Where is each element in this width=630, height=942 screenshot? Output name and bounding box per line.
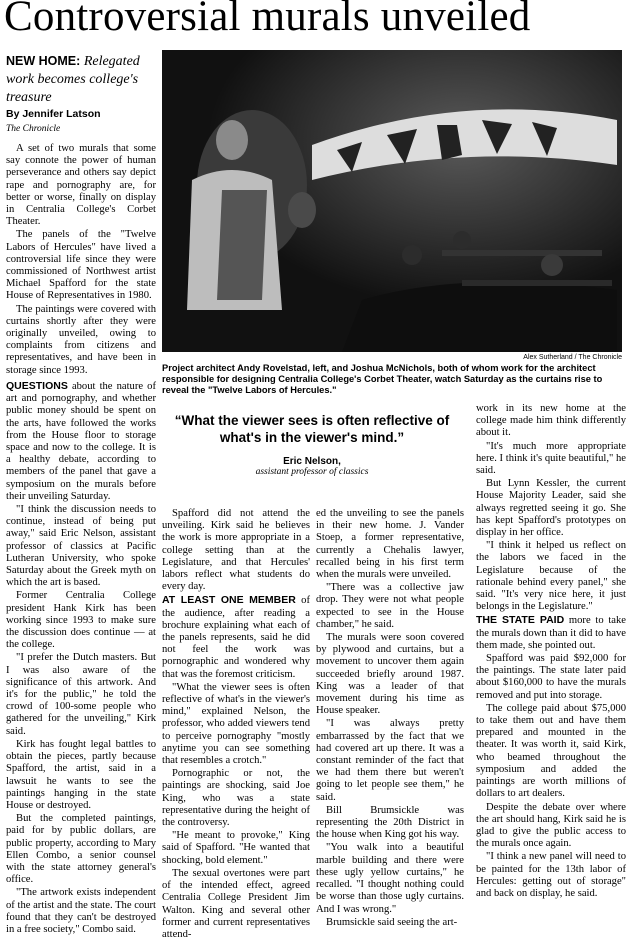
- kicker-label: NEW HOME:: [6, 54, 81, 68]
- paragraph: [6, 739, 156, 812]
- paragraph-text: work in its new home at the college made him think differently about it.: [476, 403, 626, 439]
- pull-quote: [162, 412, 462, 477]
- article-column-1b: [6, 380, 156, 937]
- paragraph-lead: AT LEAST ONE MEMBER: [162, 594, 296, 607]
- paragraph-text: Former Centralia College president Hank Kirk has been working since 1993 to make sure the discussion does continue — at the college.: [6, 590, 156, 651]
- photo-credit: Alex Sutherland / The Chronicle: [523, 354, 622, 361]
- paragraph-text: The sexual overtones were part of the intended effect, agreed Centralia College President Jim Walton. King and several other former and current representatives attend-: [162, 867, 310, 940]
- paragraph: [6, 652, 156, 737]
- paragraph-text: Spafford did not attend the unveiling. Kirk said he believes the work is more appropriate in a college setting than at the Legislature, and that Hercules' labors reflect what students do every day.: [162, 508, 310, 593]
- article-column-2: [162, 508, 310, 942]
- paragraph-text: "You walk into a beautiful marble building and there were these ugly yellow curtains," he recalled. "I thought nothing could be worse than those ugly curtains. And I was wrong.": [316, 842, 464, 915]
- paragraph-text: "I think the discussion needs to continue, instead of being put away," said Eric Nelson, assistant professor of classics at Pacific Lutheran University, who spoke Saturday about the Greek myth on which the art is based.: [6, 504, 156, 589]
- source: The Chronicle: [6, 124, 61, 134]
- paragraph: [316, 805, 464, 842]
- paragraph: [476, 802, 626, 851]
- paragraph-text: The college paid about $75,000 to take them out and have them prepared and mounted in the theater. It was worth it, said Kirk, who beamed throughout the symposium and added the paintings are worth millions of dollars to art dealers.: [476, 702, 626, 800]
- paragraph-lead: THE STATE PAID: [476, 614, 565, 627]
- paragraph: [476, 441, 626, 478]
- theater-photo-image: [162, 50, 622, 352]
- paragraph-text: A set of two murals that some say connote the power of human perseverance and others say depict rape and pornography are, for better or worse, finally on display in Centralia College's Corbet Theater.: [6, 143, 156, 228]
- paragraph: [316, 842, 464, 915]
- paragraph-text: "What the viewer sees is often reflective of what's in the viewer's mind," explained Nelson, the professor, who added viewers tend to perceive pornography "mostly anytime you can see something that resembles a crotch.": [162, 681, 310, 767]
- paragraph: [6, 504, 156, 589]
- paragraph: [6, 380, 156, 503]
- paragraph-text: The paintings were covered with curtains shortly after they were originally unveiled, owing to complaints from citizens and representatives, and have been in storage since 1993.: [6, 303, 156, 376]
- paragraph-text: Spafford was paid $92,000 for the paintings. The state later paid about $160,000 to have the murals removed and put into storage.: [476, 653, 626, 701]
- paragraph: [162, 830, 310, 867]
- paragraph: [162, 508, 310, 593]
- pull-quote-name: Eric Nelson,: [283, 456, 341, 467]
- paragraph: [476, 703, 626, 801]
- paragraph: [476, 403, 626, 440]
- paragraph: [476, 478, 626, 539]
- paragraph-text: "There was a collective jaw drop. They were not what people expected to see in the House chamber," he said.: [316, 582, 464, 630]
- paragraph: [162, 594, 310, 680]
- paragraph-text: "I think a new panel will need to be painted for the 13th labor of Hercules: getting out of storage" and back on display, he said.: [476, 851, 626, 899]
- paragraph: [476, 653, 626, 702]
- paragraph-text: But the completed paintings, paid for by public dollars, are public property, according to Mary Ellen Combo, a senior counsel with the state attorney general's office.: [6, 813, 156, 886]
- pull-quote-title: assistant professor of classics: [255, 467, 369, 477]
- paragraph: [316, 582, 464, 631]
- kicker-text: Relegated work becomes college's treasure: [6, 54, 140, 105]
- paragraph: [476, 540, 626, 613]
- paragraph: [476, 851, 626, 900]
- paragraph: [6, 143, 156, 228]
- paragraph: [6, 590, 156, 651]
- paragraph: [162, 768, 310, 829]
- theater-photo: [162, 50, 622, 352]
- paragraph: [6, 887, 156, 936]
- paragraph-text: Bill Brumsickle was representing the 20th District in the house when King got his way.: [316, 804, 464, 841]
- paragraph: [162, 868, 310, 941]
- pull-quote-text: “What the viewer sees is often reflective of what's in the viewer's mind.”: [174, 413, 450, 445]
- photo-caption: Project architect Andy Rovelstad, left, and Joshua McNichols, both of whom work for the architect responsible for designing Centralia College's Corbet Theater, watch Saturday as the curtains rise to reveal the "Twelve Labors of Hercules.": [162, 363, 603, 395]
- article-column-1: [6, 143, 156, 378]
- paragraph: [316, 718, 464, 803]
- paragraph: [316, 917, 464, 929]
- paragraph-text: "He meant to provoke," King said of Spafford. "He wanted that shocking, bold element.": [162, 830, 310, 866]
- paragraph-text: of the audience, after reading a brochure explaining what each of the panels represents, said he did not feel the work was pornographic and wondered why that was the foremost criticism.: [162, 595, 310, 680]
- paragraph-text: ed the unveiling to see the panels in their new home. J. Vander Stoep, a former representative, currently a Chehalis lawyer, recalled being in his first term when the murals were unveiled.: [316, 508, 464, 581]
- kicker: [6, 52, 156, 107]
- paragraph-text: Kirk has fought legal battles to obtain the pieces, partly because Spafford, the artist, said in a lawsuit he wants to see the paintings hanging in the state House or destroyed.: [6, 738, 156, 811]
- headline: Controversial murals unveiled: [4, 0, 531, 40]
- article-column-4: [476, 403, 626, 901]
- paragraph-text: about the nature of art and pornography, and whether public money should be spent on the arts, have followed the works from the House floor to storage space and now to the college. It is a healthy debate, according to members of the panel that gave a symposium on the murals before their unveiling Saturday.: [6, 381, 156, 502]
- paragraph-text: Despite the debate over where the art should hang, Kirk said he is glad to give the public access to the murals once again.: [476, 801, 626, 850]
- paragraph: [162, 682, 310, 767]
- paragraph-text: The murals were soon covered by plywood and curtains, but a movement to uncover them again succeeded briefly around 1987. King was a leader of that movement during his time as House speaker.: [316, 632, 464, 717]
- paragraph: [6, 813, 156, 886]
- paragraph-text: The panels of the "Twelve Labors of Hercules" have lived a controversial life since they were commissioned of Northwest artist Michael Spafford for the state House of Representatives in 1980.: [6, 229, 156, 302]
- paragraph-lead: QUESTIONS: [6, 380, 68, 392]
- paragraph-text: But Lynn Kessler, the current House Majority Leader, said she always regretted seeing it go. She has kept Spafford's prototypes on display in her office.: [476, 478, 626, 539]
- paragraph-text: "I prefer the Dutch masters. But I was also aware of the significance of this artwork. And it's for the public," he told the crowd of 100-some people who gathered for the unveiling," Kirk said.: [6, 652, 156, 737]
- paragraph: [316, 508, 464, 581]
- paragraph-text: Brumsickle said seeing the art-: [326, 916, 458, 928]
- paragraph: [6, 229, 156, 302]
- paragraph-text: "The artwork exists independent of the artist and the state. The court found that they can't be destroyed in a free society," Combo said.: [6, 887, 156, 935]
- byline: By Jennifer Latson: [6, 108, 101, 120]
- paragraph: [476, 614, 626, 652]
- paragraph-text: "I think it helped us reflect on the labors we faced in the Legislature because of the rationale behind every panel," she said. "It's very nice here, it just belongs in the Legislature.": [476, 540, 626, 613]
- paragraph: [316, 632, 464, 717]
- paragraph-text: "I was always pretty embarrassed by the fact that we had covered art up there. It was a constant reminder of the fact that we had them there but weren't going to let people see them," he said.: [316, 718, 464, 803]
- paragraph-text: more to take the murals down than it did to have them made, she pointed out.: [476, 615, 626, 651]
- paragraph-text: Pornographic or not, the paintings are shocking, said Joe King, who was a state representative during the height of the controversy.: [162, 768, 310, 829]
- article-column-3: [316, 508, 464, 930]
- paragraph-text: "It's much more appropriate here. I think it's quite beautiful," he said.: [476, 440, 626, 477]
- paragraph: [6, 304, 156, 377]
